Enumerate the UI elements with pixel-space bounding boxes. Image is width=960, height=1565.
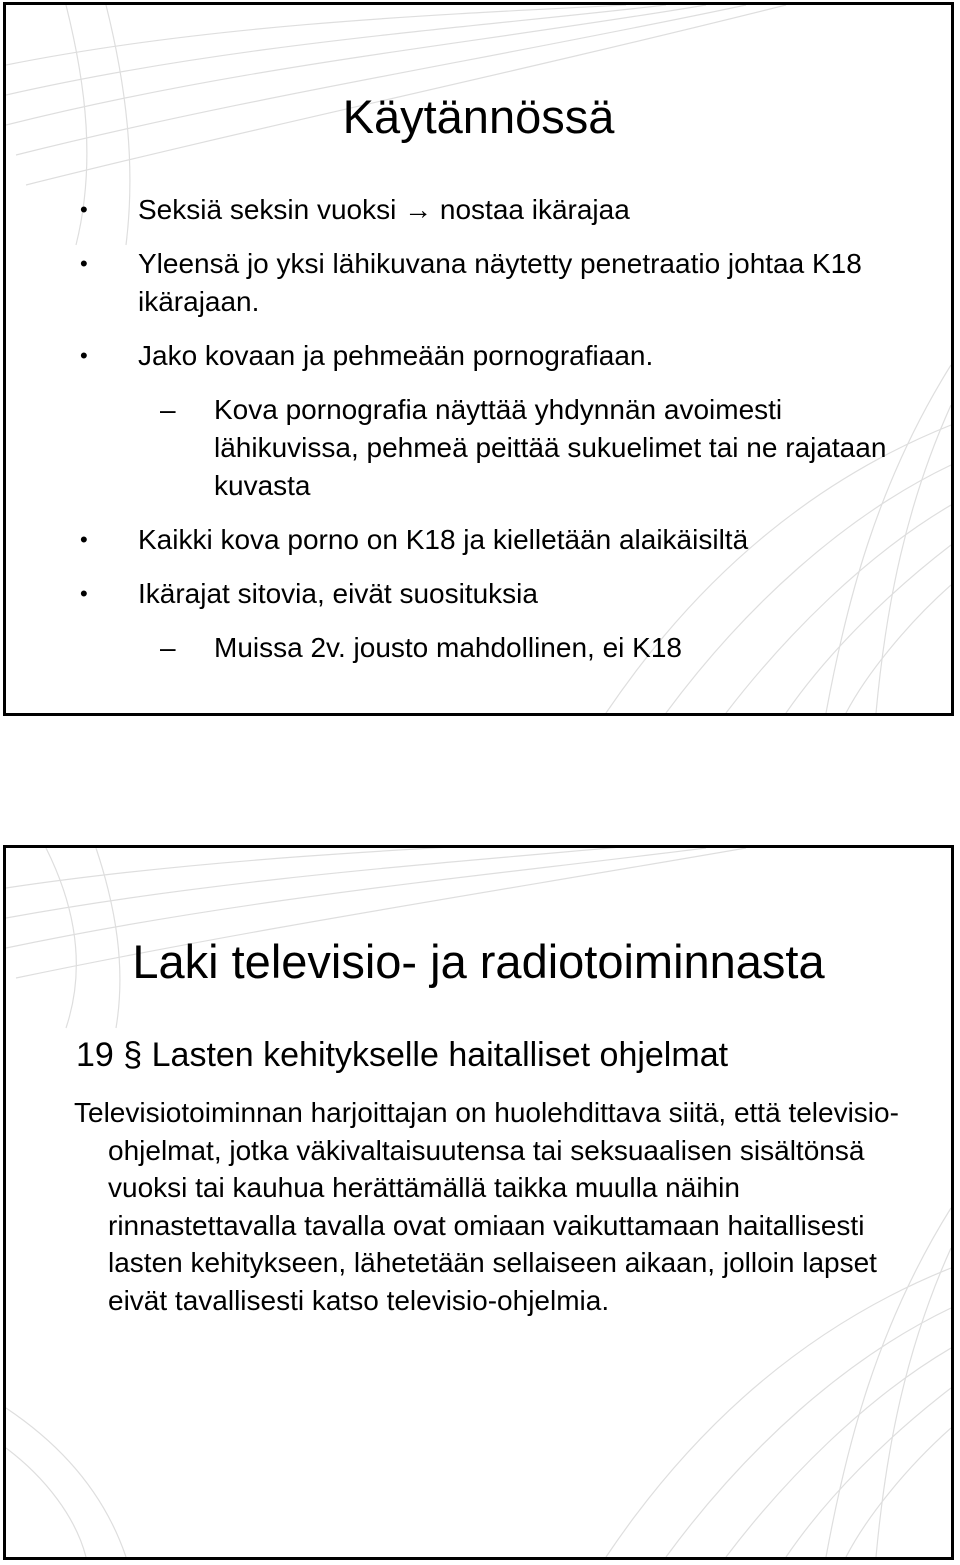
slide-2-title: Laki televisio- ja radiotoiminnasta xyxy=(132,935,825,988)
bullet-icon: • xyxy=(80,527,88,552)
list-item xyxy=(6,575,951,613)
slide-2-content xyxy=(6,848,951,1557)
sub-list-item xyxy=(6,391,951,505)
bullet-icon: • xyxy=(80,251,88,276)
bullet-icon: • xyxy=(80,343,88,368)
list-item xyxy=(6,245,951,321)
list-item-text: Seksiä seksin vuoksi → nostaa ikärajaa xyxy=(138,194,630,225)
list-item-text: Kova pornografia näyttää yhdynnän avoimesti lähikuvissa, pehmeä peittää sukuelimet tai ne rajataan kuvasta xyxy=(214,394,887,501)
list-item-text: Jako kovaan ja pehmeään pornografiaan. xyxy=(138,340,654,371)
sub-list-item xyxy=(6,629,951,667)
list-item xyxy=(6,521,951,559)
slide-1 xyxy=(3,2,954,716)
slide-1-content xyxy=(6,5,951,713)
dash-icon: – xyxy=(160,632,176,663)
slide-2 xyxy=(3,845,954,1560)
bullet-icon: • xyxy=(80,581,88,606)
list-item-text: Kaikki kova porno on K18 ja kielletään alaikäisiltä xyxy=(138,524,749,555)
list-item xyxy=(6,191,951,229)
list-item xyxy=(6,337,951,375)
slide-1-bullet-list xyxy=(6,191,951,683)
list-item-text: Ikärajat sitovia, eivät suosituksia xyxy=(138,578,538,609)
slide-1-title: Käytännössä xyxy=(342,90,615,143)
list-item-text: Muissa 2v. jousto mahdollinen, ei K18 xyxy=(214,632,682,663)
law-section-heading: 19 § Lasten kehitykselle haitalliset ohjelmat xyxy=(76,1036,729,1074)
bullet-icon: • xyxy=(80,197,88,222)
list-item-text: Yleensä jo yksi lähikuvana näytetty penetraatio johtaa K18 ikärajaan. xyxy=(138,248,862,317)
dash-icon: – xyxy=(160,394,176,425)
law-section-paragraph: Televisiotoiminnan harjoittajan on huolehdittava siitä, että televisio-ohjelmat, jotka väkivaltaisuutensa tai seksuaalisen sisältönsä vuoksi tai kauhua herättämällä taikka muulla näihin rinnastettavalla tavalla ovat omiaan vaikuttamaan haitallisesti lasten kehitykseen, lähetetään sellaiseen aikaan, jolloin lapset eivät tavallisesti katso televisio-ohjelmia. xyxy=(74,1097,899,1316)
